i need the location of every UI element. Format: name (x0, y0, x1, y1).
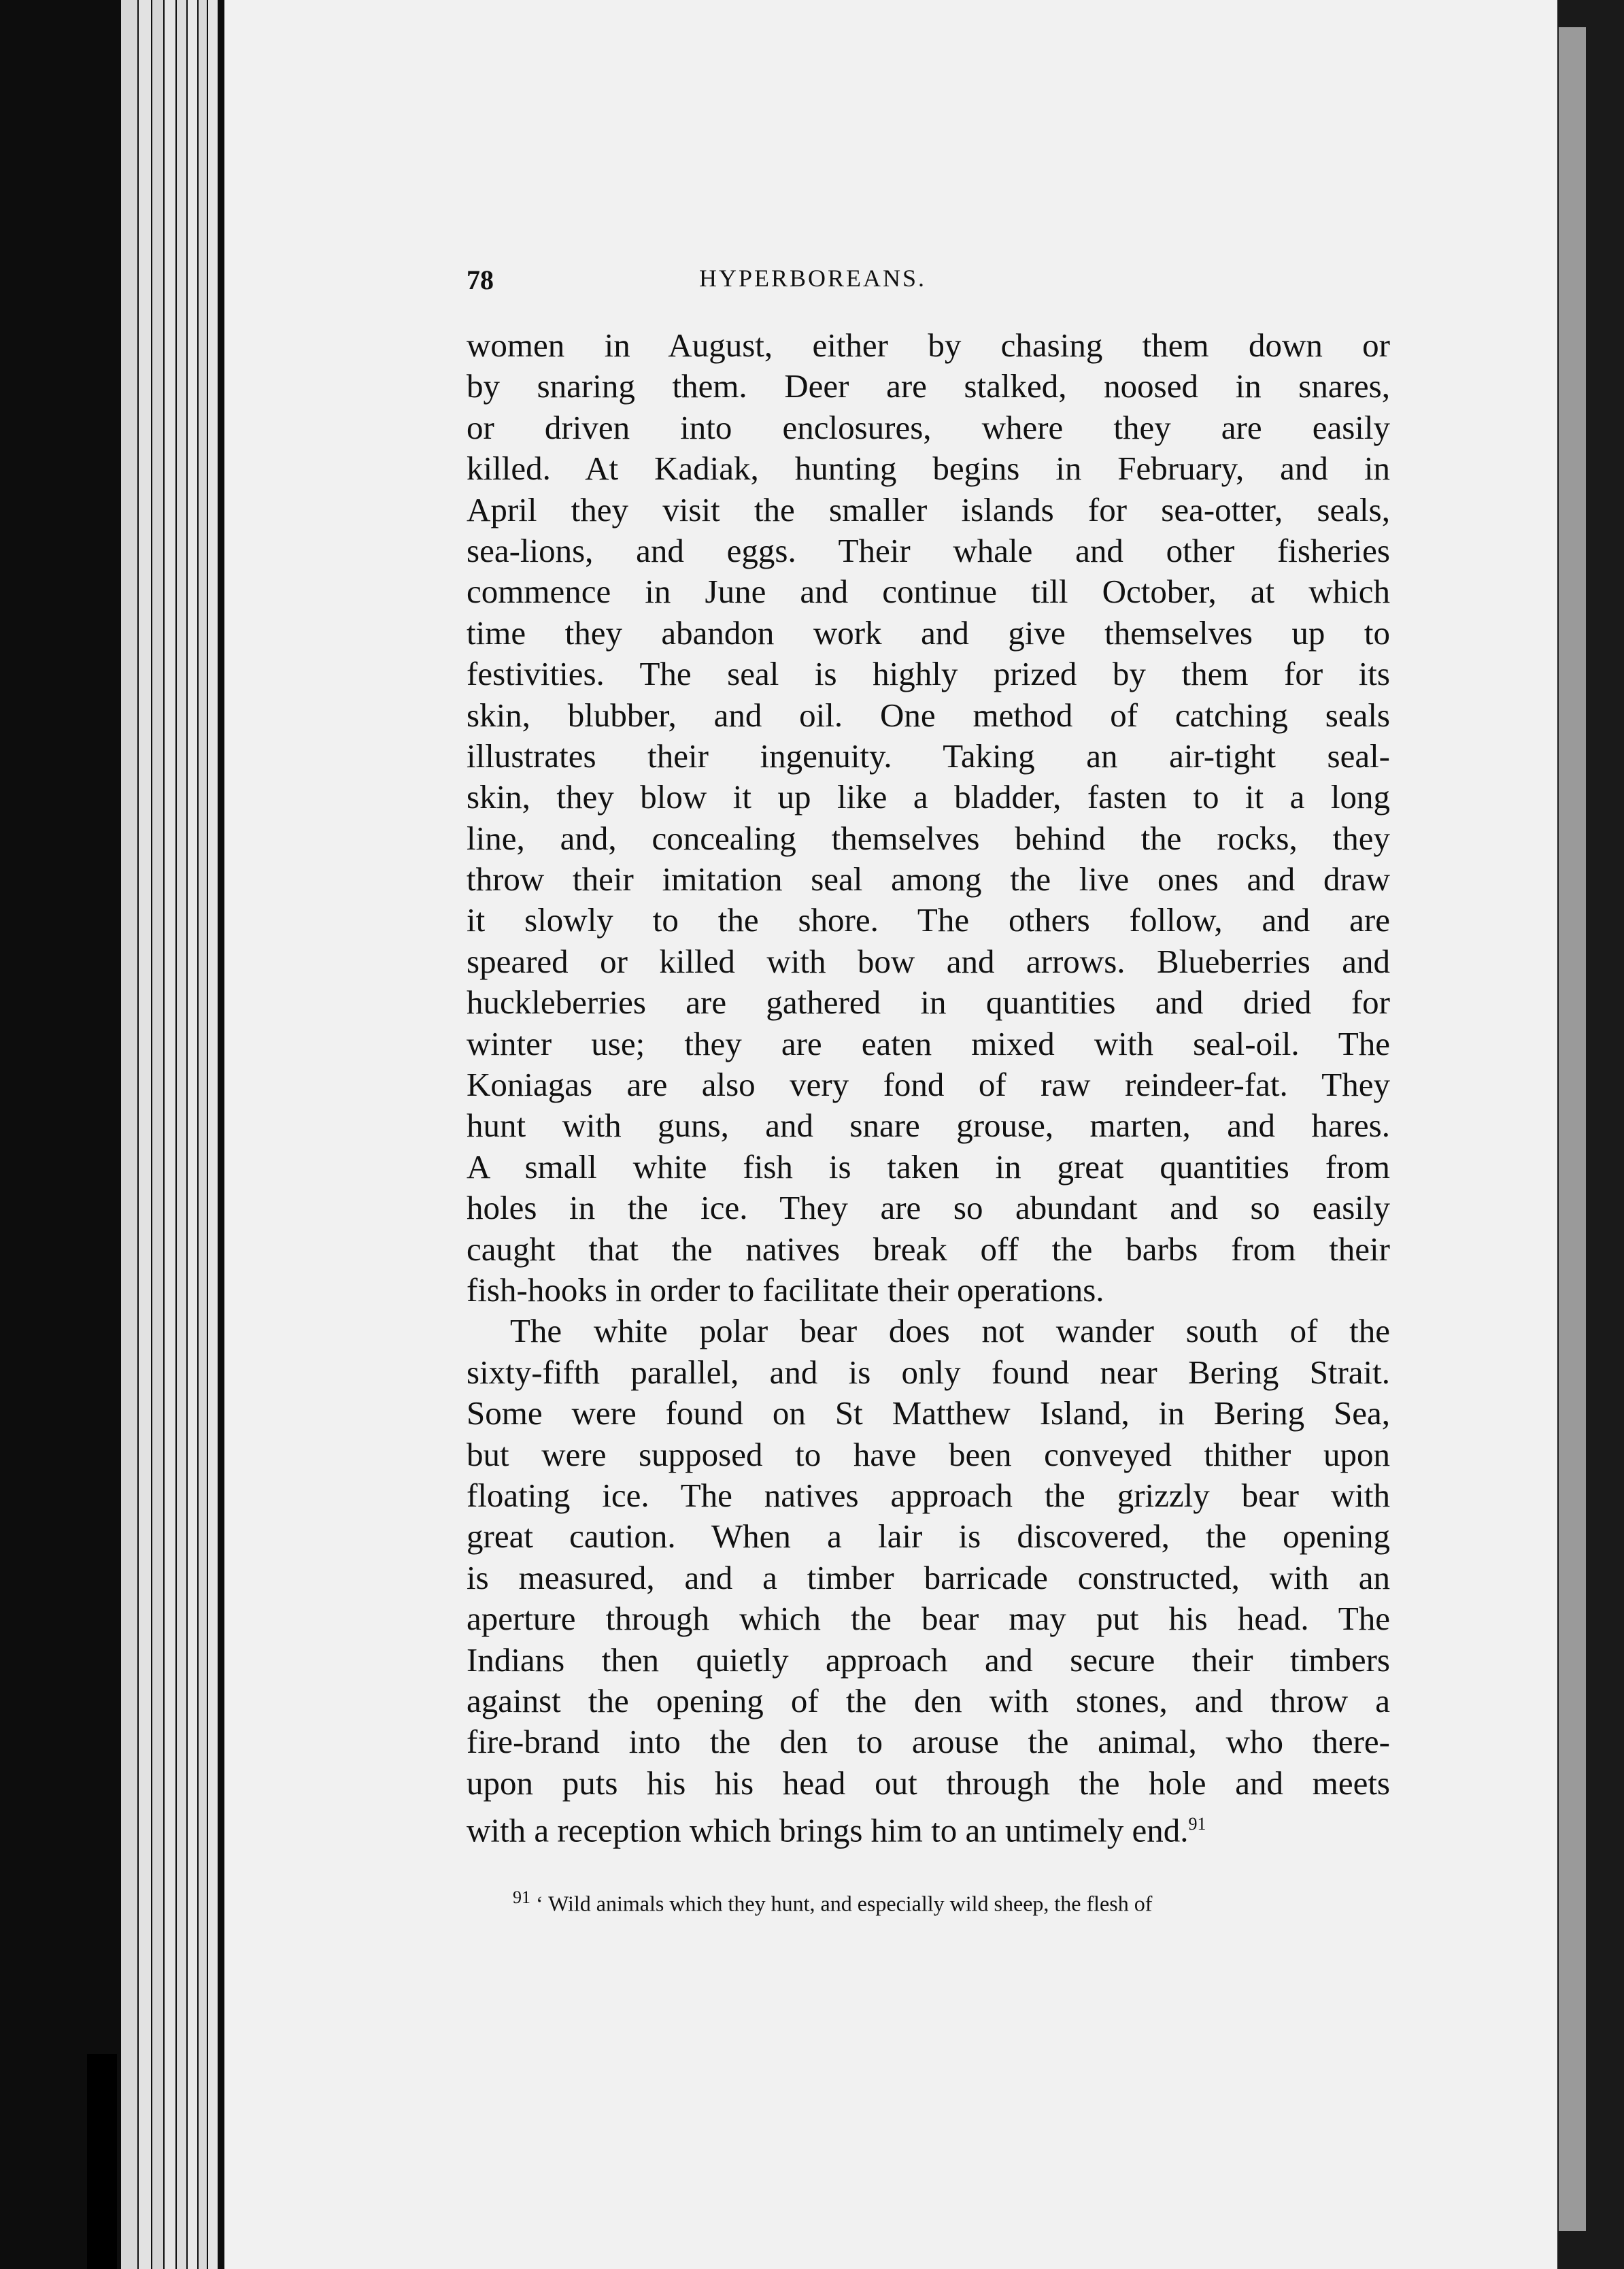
text-line: or driven into enclosures, where they are easily (467, 408, 1390, 446)
page-number: 78 (467, 265, 494, 295)
footnote-number: 91 (513, 1887, 530, 1907)
page-edge (188, 0, 197, 2269)
text-line: festivities. The seal is highly prized by them for its (467, 655, 1390, 693)
text-line: Indians then quietly approach and secure their timbers (467, 1641, 1390, 1679)
text-line: Koniagas are also very fond of raw reindeer-fat. They (467, 1066, 1390, 1104)
text-line: winter use; they are eaten mixed with seal-oil. The (467, 1024, 1390, 1062)
text-line: fire-brand into the den to arouse the animal, who there- (467, 1723, 1390, 1761)
footnote-reference: 91 (1188, 1814, 1206, 1834)
body-text (467, 325, 1390, 1849)
next-page-edge-highlight (1559, 27, 1586, 2231)
text-line: The white polar bear does not wander south of the (510, 1312, 1390, 1350)
text-line: aperture through which the bear may put his head. The (467, 1600, 1390, 1638)
text-line: speared or killed with bow and arrows. Blueberries and (467, 942, 1390, 980)
gutter-shadow (87, 2054, 117, 2269)
text-line: but were supposed to have been conveyed thither upon (467, 1435, 1390, 1473)
text-line: upon puts his his head out through the hole and meets (467, 1764, 1390, 1802)
page-edge (152, 0, 163, 2269)
text-line: with a reception which brings him to an untimely end. (467, 1811, 1189, 1849)
page-edge (139, 0, 151, 2269)
text-line: throw their imitation seal among the live ones and draw (467, 860, 1390, 898)
page-edge (177, 0, 186, 2269)
text-line: A small white fish is taken in great quantities from (467, 1147, 1390, 1186)
text-line: caught that the natives break off the barbs from their (467, 1230, 1390, 1268)
text-line: illustrates their ingenuity. Taking an air-tight seal- (467, 737, 1390, 775)
footnote-text: ‘ Wild animals which they hunt, and especially wild sheep, the flesh of (536, 1891, 1153, 1916)
page-edge (121, 0, 137, 2269)
text-line: skin, they blow it up like a bladder, fasten to it a long (467, 778, 1390, 816)
text-line: commence in June and continue till October, at which (467, 573, 1390, 611)
text-line: floating ice. The natives approach the grizzly bear with (467, 1476, 1390, 1514)
running-head: HYPERBOREANS. (699, 265, 927, 292)
text-line: killed. At Kadiak, hunting begins in February, and in (467, 450, 1390, 488)
text-line: sixty-fifth parallel, and is only found near Bering Strait. (467, 1353, 1390, 1391)
text-line: is measured, and a timber barricade constructed, with an (467, 1558, 1390, 1596)
text-line: April they visit the smaller islands for sea-otter, seals, (467, 490, 1390, 528)
text-line: it slowly to the shore. The others follow, and are (467, 901, 1390, 939)
page-edge (199, 0, 207, 2269)
page-edge (165, 0, 175, 2269)
text-line: great caution. When a lair is discovered, the opening (467, 1517, 1390, 1556)
text-line: time they abandon work and give themselves up to (467, 614, 1390, 652)
text-line: holes in the ice. They are so abundant and so easily (467, 1189, 1390, 1227)
footnote (513, 1884, 1390, 1917)
text-line: against the opening of the den with stones, and throw a (467, 1681, 1390, 1719)
page-edge (208, 0, 218, 2269)
text-line: sea-lions, and eggs. Their whale and other fisheries (467, 531, 1390, 569)
text-line: Some were found on St Matthew Island, in Bering Sea, (467, 1394, 1390, 1432)
text-line: fish-hooks in order to facilitate their operations. (467, 1271, 1104, 1309)
text-line: huckleberries are gathered in quantities and dried for (467, 984, 1390, 1022)
text-line: hunt with guns, and snare grouse, marten, and hares. (467, 1107, 1390, 1145)
text-line: skin, blubber, and oil. One method of catching seals (467, 696, 1390, 734)
text-line: line, and, concealing themselves behind the rocks, they (467, 819, 1390, 857)
text-line-final (467, 1804, 1390, 1849)
text-line: by snaring them. Deer are stalked, noosed in snares, (467, 367, 1390, 405)
text-line: women in August, either by chasing them down or (467, 326, 1390, 364)
